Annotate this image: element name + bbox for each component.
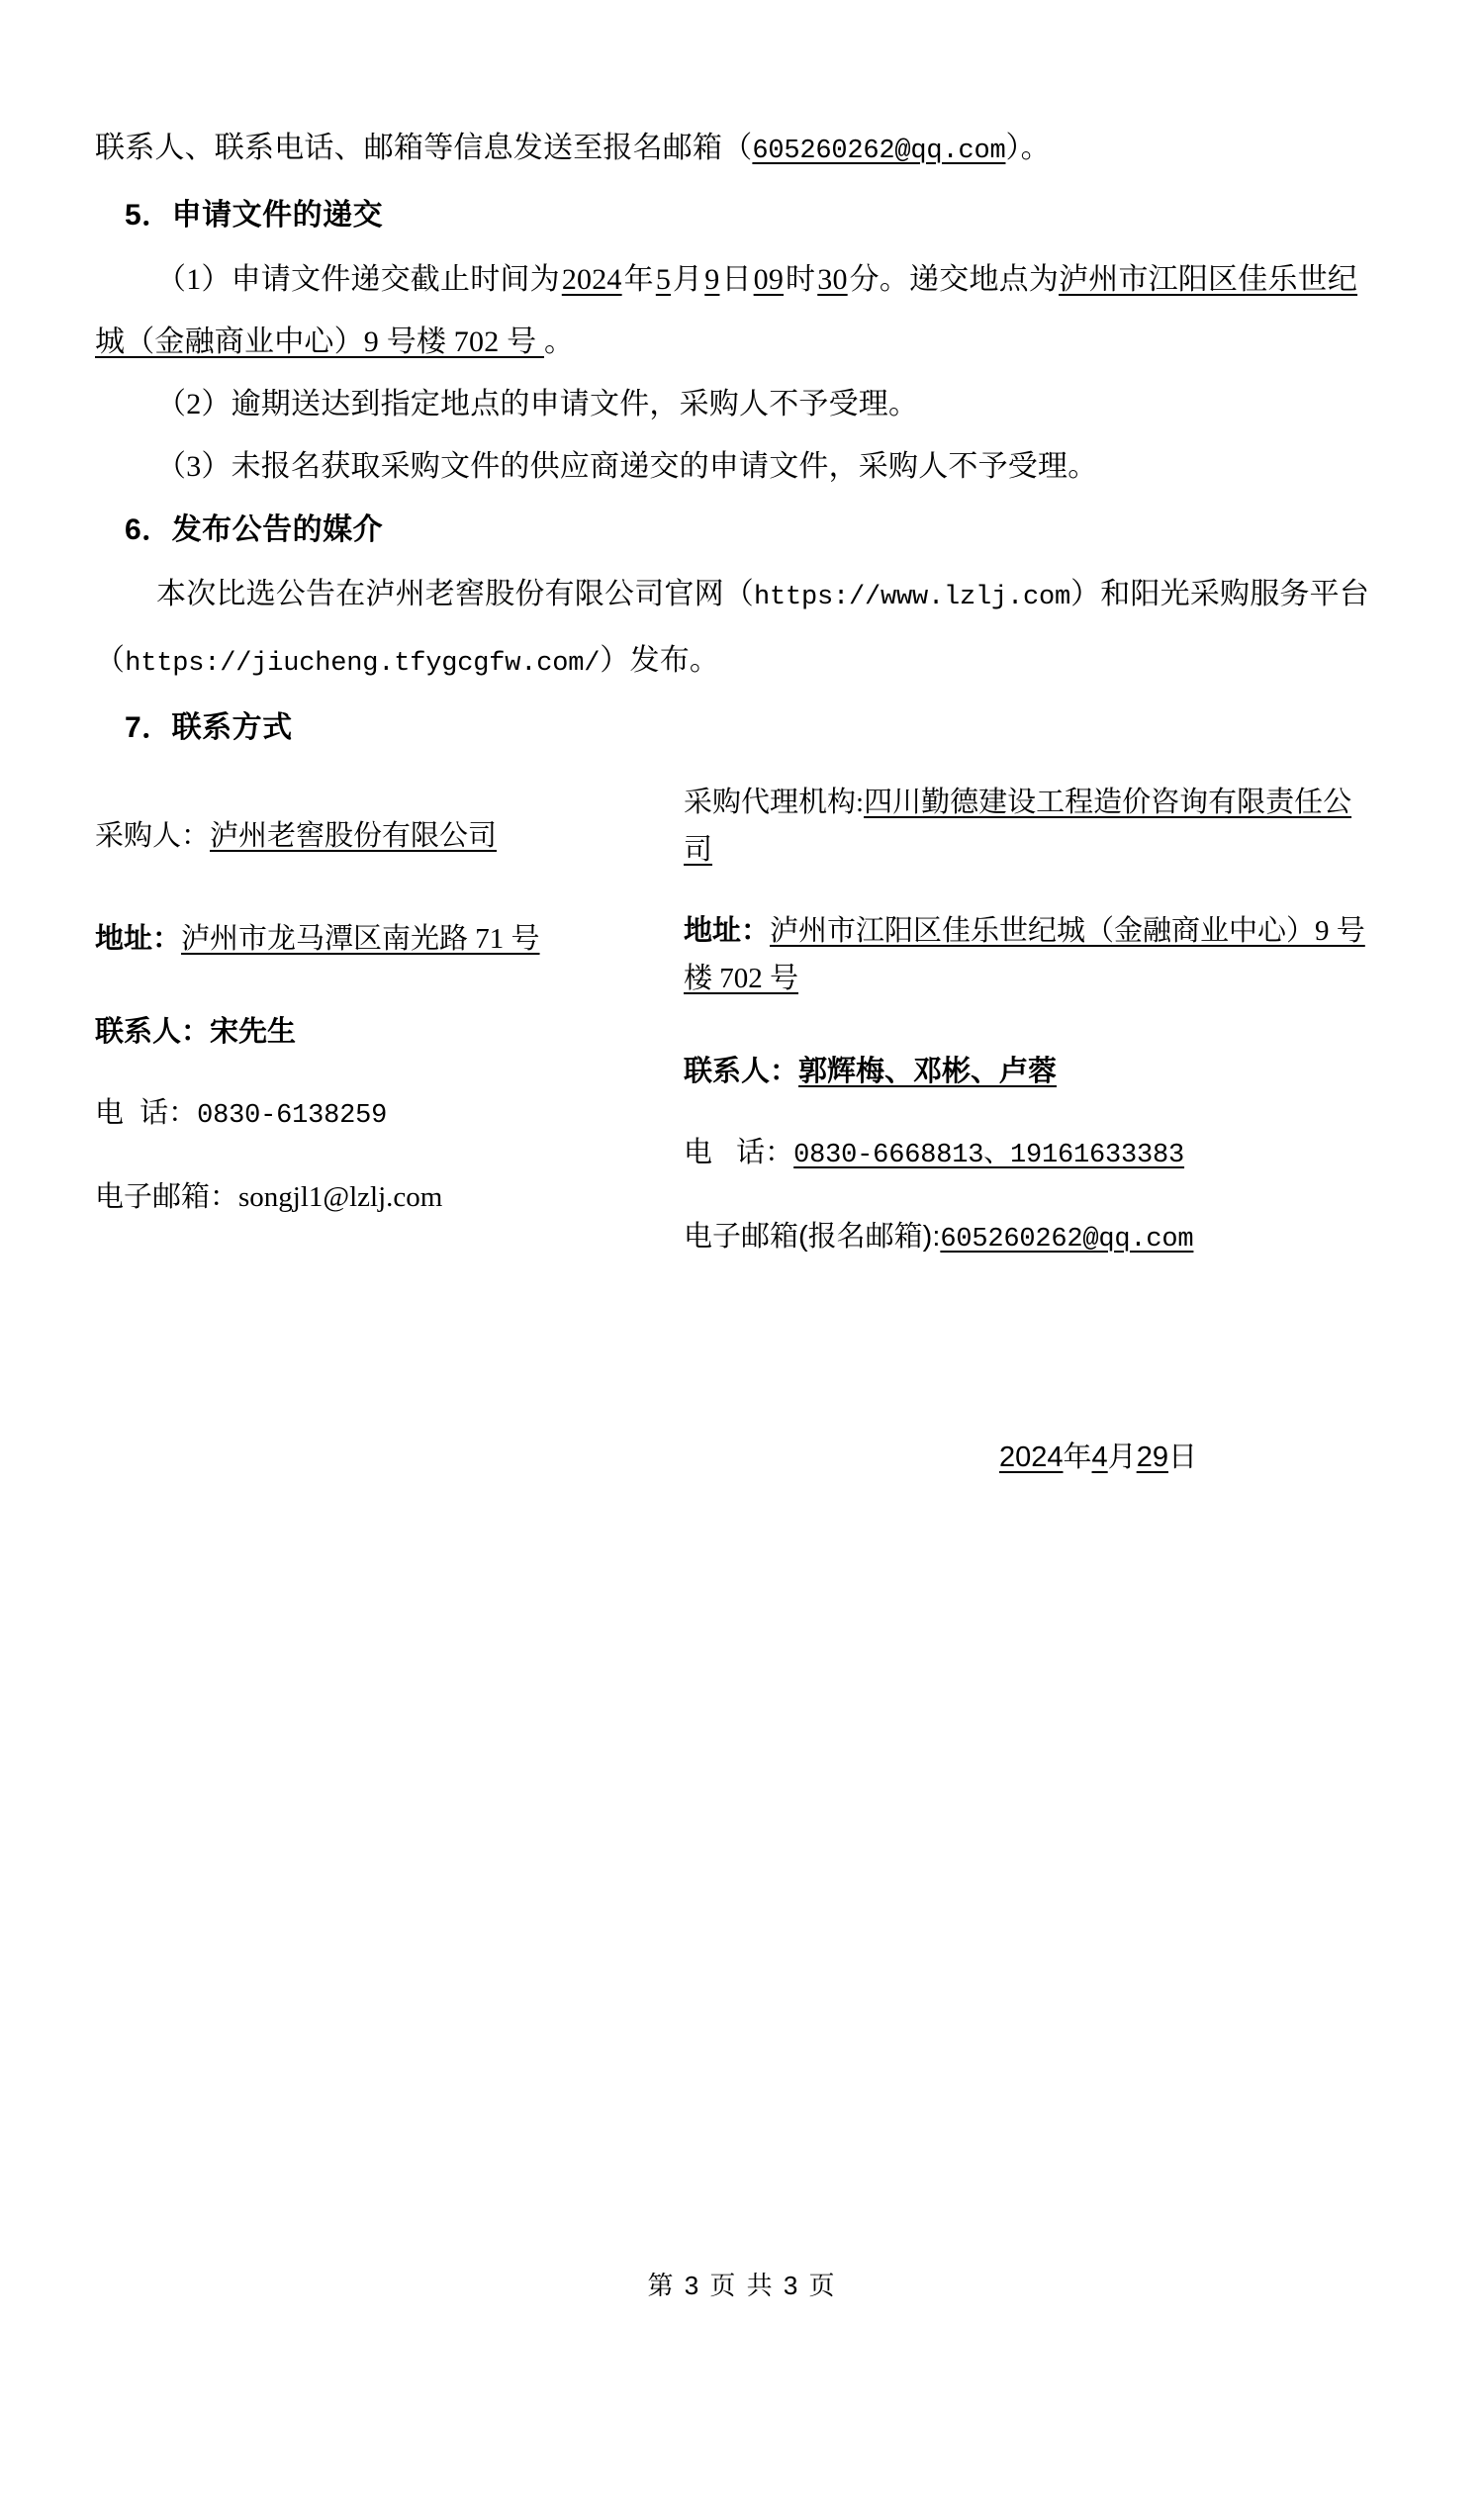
agency-column xyxy=(684,779,1376,1263)
submission-place: 泸州市江阳区佳乐世纪城（金融商业中心）9 号楼 702 号 xyxy=(95,263,1358,358)
deadline-hour-unit: 时 xyxy=(786,263,816,296)
signature-day-unit: 日 xyxy=(1167,1441,1197,1473)
deadline-minute-unit: 分。递交地点为 xyxy=(849,263,1060,296)
purchaser-email-value: songjl1@lzlj.com xyxy=(238,1181,443,1213)
media-text-2: ）和阳光采购服务平台（ xyxy=(95,578,1370,677)
purchaser-email-label: 电子邮箱： xyxy=(95,1181,239,1213)
deadline-day: 9 xyxy=(704,263,720,296)
signature-year-unit: 年 xyxy=(1063,1441,1092,1473)
intro-text-before: 联系人、联系电话、邮箱等信息发送至报名邮箱（ xyxy=(95,132,753,164)
official-website-url: https://www.lzlj.com xyxy=(754,583,1071,612)
agency-phone-value: 0830-6668813、19161633383 xyxy=(793,1141,1185,1170)
section-5-item-3: （3）未报名获取采购文件的供应商递交的申请文件，采购人不予受理。 xyxy=(156,450,1098,483)
purchaser-org-label: 采购人： xyxy=(95,820,211,852)
agency-email-row xyxy=(684,1213,1376,1263)
signature-date xyxy=(999,1435,1197,1475)
agency-org-row xyxy=(684,779,1376,874)
section-6-heading: 6．发布公告的媒介 xyxy=(125,513,384,546)
section-5-heading: 5．申请文件的递交 xyxy=(125,199,384,232)
document-body xyxy=(95,117,1381,1255)
purchaser-phone-label: 电 话： xyxy=(95,1097,198,1129)
purchaser-phone-row xyxy=(95,1089,649,1140)
purchaser-org-value: 泸州老窖股份有限公司 xyxy=(210,820,498,852)
item1-suffix: 。 xyxy=(544,325,575,358)
section-7-heading: 7．联系方式 xyxy=(125,711,293,744)
agency-email-value: 605260262@qq.com xyxy=(940,1225,1194,1255)
agency-phone-row xyxy=(684,1129,1376,1179)
agency-org-value: 四川勤德建设工程造价咨询有限责任公司 xyxy=(684,787,1352,866)
section-5-item-1 xyxy=(95,248,1381,373)
media-text-1: 本次比选公告在泸州老窖股份有限公司官网（ xyxy=(156,578,754,610)
purchaser-contact-value: 宋先生 xyxy=(210,1016,297,1048)
deadline-year-unit: 年 xyxy=(623,263,654,296)
agency-email-label: 电子邮箱(报名邮箱): xyxy=(684,1221,941,1253)
signature-month-unit: 月 xyxy=(1107,1441,1137,1473)
signature-year: 2024 xyxy=(999,1441,1064,1473)
agency-address-label: 地址： xyxy=(684,915,771,947)
purchaser-address-label: 地址： xyxy=(95,923,182,955)
deadline-hour: 09 xyxy=(753,263,785,296)
section-6-body xyxy=(95,563,1381,696)
purchaser-address-row xyxy=(95,915,649,963)
purchaser-phone-value: 0830-6138259 xyxy=(197,1101,388,1131)
signature-month: 4 xyxy=(1091,1441,1108,1473)
deadline-day-unit: 日 xyxy=(721,263,752,296)
media-text-3: ）发布。 xyxy=(600,644,720,677)
page-footer: 第 3 页 共 3 页 xyxy=(647,2271,837,2300)
deadline-year: 2024 xyxy=(561,263,622,296)
agency-org-label: 采购代理机构: xyxy=(684,787,865,818)
purchaser-org-row xyxy=(95,812,649,860)
section-5-item-2: （2）逾期送达到指定地点的申请文件，采购人不予受理。 xyxy=(156,388,919,420)
agency-contact-label: 联系人： xyxy=(684,1056,799,1087)
intro-continuation-line xyxy=(95,117,1381,183)
agency-contact-value: 郭辉梅、邓彬、卢蓉 xyxy=(798,1056,1058,1087)
agency-contact-row xyxy=(684,1048,1376,1095)
purchaser-email-row xyxy=(95,1173,649,1221)
signature-day: 29 xyxy=(1136,1441,1168,1473)
agency-address-value: 泸州市江阳区佳乐世纪城（金融商业中心）9 号楼 702 号 xyxy=(684,915,1365,994)
purchaser-contact-row xyxy=(95,1008,649,1056)
platform-url: https://jiucheng.tfygcgfw.com/ xyxy=(125,649,601,679)
item1-prefix: （1）申请文件递交截止时间为 xyxy=(156,263,560,296)
registration-email-inline: 605260262@qq.com xyxy=(752,137,1006,166)
deadline-month: 5 xyxy=(655,263,672,296)
deadline-month-unit: 月 xyxy=(673,263,703,296)
agency-phone-label: 电 话： xyxy=(684,1137,794,1168)
purchaser-column xyxy=(95,779,649,1221)
purchaser-contact-label: 联系人： xyxy=(95,1016,211,1048)
deadline-minute: 30 xyxy=(817,263,848,296)
agency-address-row xyxy=(684,907,1376,1002)
purchaser-address-value: 泸州市龙马潭区南光路 71 号 xyxy=(181,923,540,955)
intro-text-after: ）。 xyxy=(1005,132,1051,164)
